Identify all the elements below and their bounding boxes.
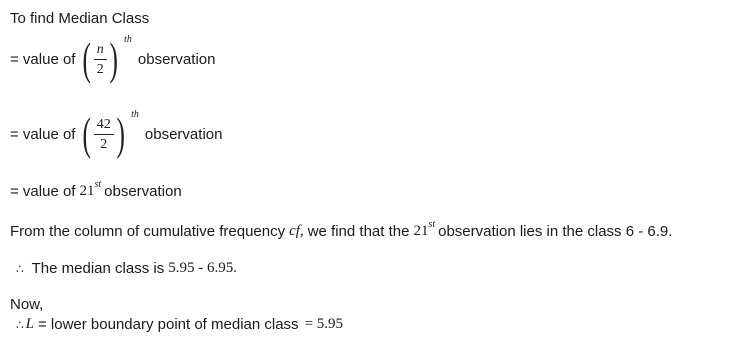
fraction-n-over-2 — [79, 33, 121, 84]
right-paren: ) — [109, 33, 118, 84]
lower-boundary-text: = lower boundary point of median class — [37, 316, 299, 333]
superscript-st: st — [428, 219, 436, 230]
step-2-suffix: observation — [144, 125, 223, 143]
step-3-suffix: observation — [104, 183, 182, 200]
cf-symbol: cf, — [289, 223, 304, 239]
now-text: Now, — [10, 296, 44, 313]
paragraph-part-1: From the column of cumulative frequency — [10, 223, 286, 240]
lower-boundary-variable: L — [25, 316, 34, 332]
step-2-prefix: = value of — [10, 125, 76, 143]
superscript-st: st — [94, 179, 102, 190]
now-label — [10, 296, 43, 313]
fraction-numerator: 42 — [94, 116, 114, 135]
median-text: The median class is — [31, 260, 165, 277]
heading — [10, 10, 149, 27]
left-paren: ( — [82, 33, 92, 84]
fraction-42-over-2 — [79, 108, 128, 159]
step-2 — [10, 108, 223, 159]
paragraph-number: 21 — [413, 223, 429, 239]
step-1 — [10, 33, 216, 84]
heading-text: To find Median Class — [10, 10, 150, 27]
step-3-prefix: = value of — [10, 183, 76, 200]
fraction — [94, 116, 114, 153]
fraction-denominator: 2 — [100, 136, 108, 152]
lower-boundary-statement — [10, 316, 343, 333]
right-paren: ) — [116, 108, 125, 159]
cumulative-frequency-paragraph — [10, 219, 673, 240]
therefore-symbol: ∴ — [16, 261, 24, 276]
step-1-suffix: observation — [137, 50, 216, 68]
superscript-th: th — [124, 34, 132, 45]
step-3 — [10, 179, 182, 200]
fraction-numerator: n — [94, 41, 107, 60]
paragraph-part-3: observation lies in the class 6 - 6.9. — [438, 223, 673, 240]
left-paren: ( — [82, 108, 92, 159]
fraction-denominator: 2 — [96, 61, 104, 77]
step-3-number: 21 — [79, 183, 95, 199]
lower-boundary-value: = 5.95 — [304, 316, 344, 332]
paragraph-part-2: we find that the — [307, 223, 410, 240]
therefore-symbol: ∴ — [16, 317, 24, 332]
fraction — [94, 41, 107, 78]
median-class-statement — [10, 260, 237, 277]
median-value: 5.95 - 6.95. — [168, 260, 237, 276]
step-1-prefix: = value of — [10, 50, 76, 68]
superscript-th: th — [131, 109, 139, 120]
